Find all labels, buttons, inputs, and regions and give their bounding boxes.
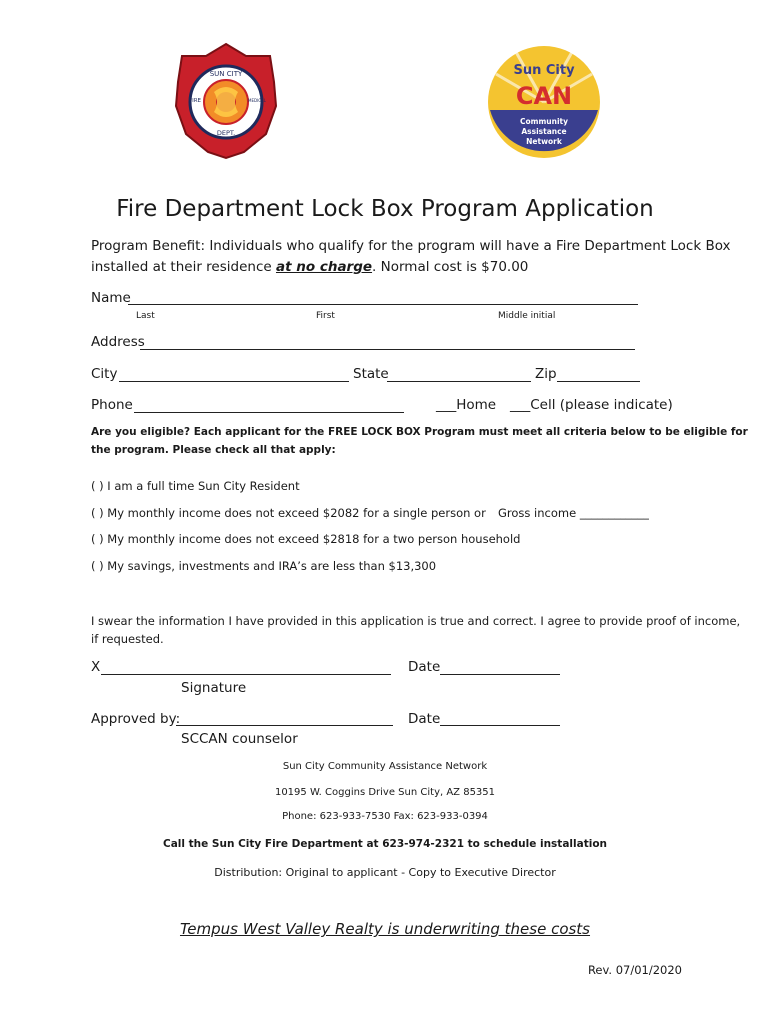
- state-label: State: [353, 366, 389, 382]
- declaration-line2: if requested.: [91, 632, 164, 646]
- footer-distribution: Distribution: Original to applicant - Copy to Executive Director: [214, 866, 556, 879]
- benefit-no-charge: at no charge: [275, 259, 373, 275]
- phone-label: Phone: [91, 397, 133, 413]
- benefit-line1: Program Benefit: Individuals who qualify for the program will have a Fire Department Lock Box: [91, 238, 731, 254]
- signature-date-label: Date: [408, 659, 441, 675]
- footer-org: Sun City Community Assistance Network: [282, 761, 488, 772]
- benefit-line2: [91, 259, 528, 275]
- can-logo-line3: Network: [526, 137, 562, 146]
- name-last-caption: Last: [136, 311, 155, 321]
- footer-call: Call the Sun City Fire Department at 623-974-2321 to schedule installation: [162, 838, 608, 850]
- approved-date-field[interactable]: [440, 725, 560, 726]
- eligibility-heading-line1: Are you eligible? Each applicant for the FREE LOCK BOX Program must meet all criteria below to be eligible for: [91, 426, 748, 438]
- approved-date-label: Date: [408, 711, 441, 727]
- counselor-caption: SCCAN counselor: [181, 731, 298, 747]
- approved-by-field[interactable]: [176, 725, 393, 726]
- approved-by-label: Approved by:: [91, 711, 181, 727]
- name-label: Name: [91, 290, 131, 306]
- can-logo-line2: Assistance: [521, 127, 567, 136]
- can-logo-acronym: CAN: [515, 82, 573, 110]
- city-label: City: [91, 366, 118, 382]
- fire-logo-bottom-text: DEPT.: [216, 129, 236, 137]
- fire-logo-top-text: SUN CITY: [209, 70, 243, 78]
- fire-logo-left-text: FIRE: [188, 98, 202, 104]
- eligibility-heading-line2: the program. Please check all that apply:: [91, 444, 336, 456]
- footer-revision: Rev. 07/01/2020: [587, 963, 682, 977]
- can-logo: [486, 44, 602, 160]
- phone-field[interactable]: [134, 412, 404, 413]
- eligibility-item-single-income[interactable]: ( ) My monthly income does not exceed $2082 for a single person or: [91, 506, 486, 520]
- eligibility-item-savings[interactable]: ( ) My savings, investments and IRA’s are less than $13,300: [91, 559, 437, 573]
- page-title: Fire Department Lock Box Program Application: [116, 196, 654, 222]
- city-field[interactable]: [119, 381, 349, 382]
- signature-caption: Signature: [181, 680, 247, 696]
- name-middle-caption: Middle initial: [498, 311, 556, 321]
- eligibility-item-resident[interactable]: ( ) I am a full time Sun City Resident: [91, 479, 300, 493]
- fire-dept-logo: [174, 42, 278, 160]
- address-label: Address: [91, 334, 145, 350]
- zip-label: Zip: [535, 366, 557, 382]
- address-field[interactable]: [140, 349, 635, 350]
- eligibility-item-household-income[interactable]: ( ) My monthly income does not exceed $2818 for a two person household: [91, 532, 521, 546]
- signature-x-label: X: [91, 659, 101, 675]
- footer-address: 10195 W. Coggins Drive Sun City, AZ 85351: [274, 787, 496, 798]
- can-logo-line1: Community: [519, 117, 569, 126]
- name-field[interactable]: [128, 304, 638, 305]
- can-logo-arc-text: Sun City: [513, 63, 575, 78]
- footer-underwriting: Tempus West Valley Realty is underwriting these costs: [179, 920, 591, 938]
- footer-phone: Phone: 623-933-7530 Fax: 623-933-0394: [282, 811, 488, 822]
- benefit-line2-post: . Normal cost is $70.00: [372, 259, 529, 275]
- phone-home-option[interactable]: ___Home: [436, 397, 497, 413]
- benefit-line2-pre: installed at their residence: [91, 259, 276, 275]
- phone-cell-option[interactable]: ___Cell (please indicate): [510, 397, 673, 413]
- gross-income-field[interactable]: Gross income ____________: [498, 506, 649, 520]
- fire-logo-right-text: MEDICAL: [248, 98, 266, 103]
- signature-date-field[interactable]: [440, 674, 560, 675]
- zip-field[interactable]: [557, 381, 640, 382]
- declaration-line1: I swear the information I have provided in this application is true and correct. I agree to provide proof of income,: [91, 614, 741, 628]
- signature-field[interactable]: [101, 674, 391, 675]
- name-first-caption: First: [316, 311, 335, 321]
- state-field[interactable]: [387, 381, 531, 382]
